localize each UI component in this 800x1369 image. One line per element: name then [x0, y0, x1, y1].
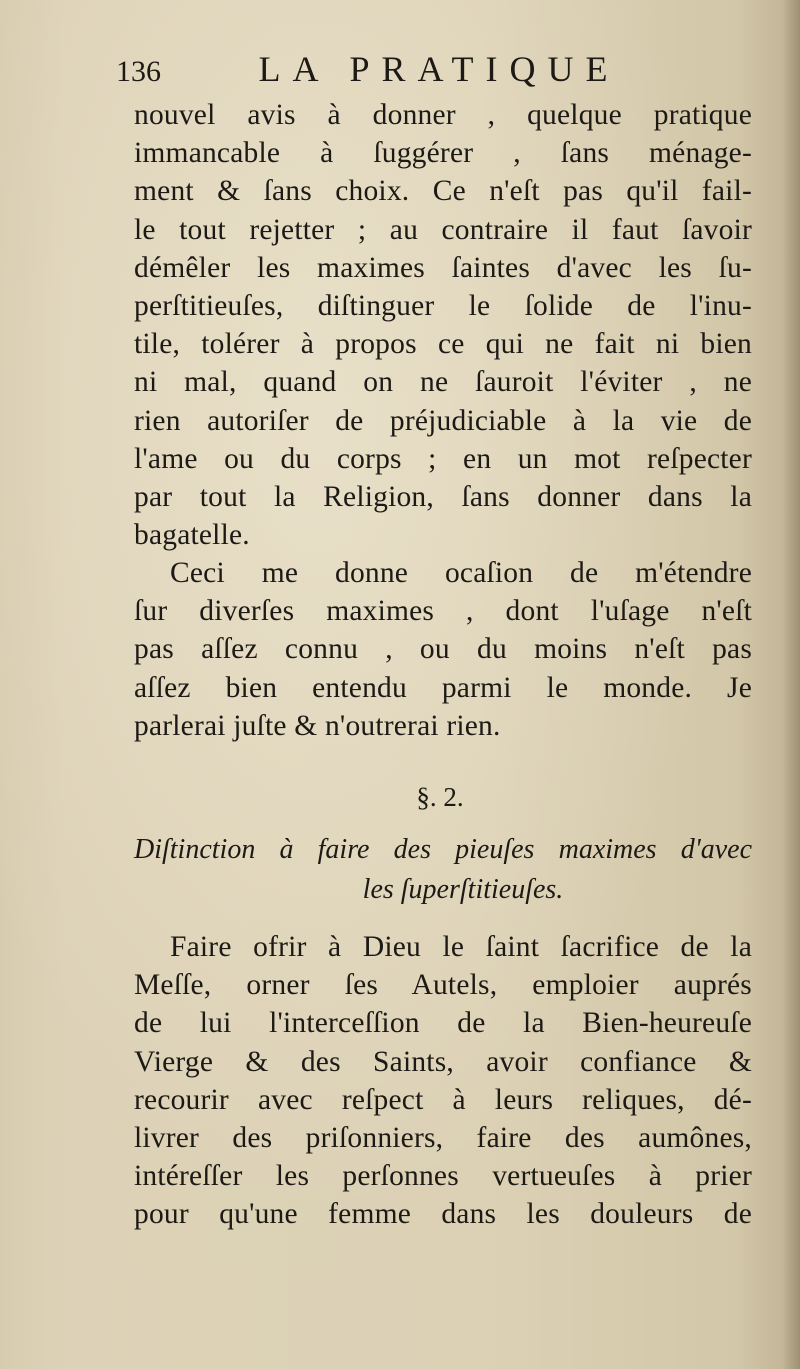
section-title — [134, 830, 752, 910]
text-line: pour qu'une femme dans les douleurs de — [134, 1198, 752, 1231]
text-line: ſur diverſes maximes , dont l'uſage n'eſt — [134, 595, 752, 628]
text-line: perſtitieuſes, diſtinguer le ſolide de l'inu- — [134, 290, 752, 323]
text-line: nouvel avis à donner , quelque pratique — [134, 99, 752, 131]
text-line: parlerai juſte & n'outrerai rien. — [134, 709, 501, 742]
paragraph-3 — [134, 928, 752, 1234]
running-head — [116, 48, 736, 96]
paragraph-2 — [134, 554, 752, 745]
text-line: ment & ſans choix. Ce n'eſt pas qu'il fail- — [134, 175, 752, 208]
text-line: de lui l'interceſſion de la Bien-heureuſe — [134, 1007, 752, 1040]
running-head-title: LA PRATIQUE — [258, 49, 620, 89]
text-line: recourir avec reſpect à leurs reliques, dé- — [134, 1083, 752, 1116]
text-line: Faire ofrir à Dieu le ſaint ſacrifice de la — [170, 931, 752, 963]
text-line: bagatelle. — [134, 519, 250, 552]
section-title-line-2: les ſuperſtitieuſes. — [362, 874, 564, 905]
text-line: intéreſſer les perſonnes vertueuſes à prier — [134, 1160, 752, 1193]
text-line: livrer des priſonniers, faire des aumônes, — [134, 1122, 752, 1155]
text-line: le tout rejetter ; au contraire il faut ſavoir — [134, 213, 752, 246]
text-line: pas aſſez connu , ou du moins n'eſt pas — [134, 633, 752, 666]
text-line: Ceci me donne ocaſion de m'étendre — [170, 557, 752, 589]
section-mark: §. 2. — [416, 782, 464, 812]
text-line: immancable à ſuggérer , ſans ménage- — [134, 137, 752, 170]
text-line: par tout la Religion, ſans donner dans la — [134, 481, 752, 514]
paragraph-1 — [134, 96, 752, 554]
section-title-line-1: Diſtinction à faire des pieuſes maximes d'avec — [134, 834, 752, 865]
text-line: démêler les maximes ſaintes d'avec les ſu- — [134, 251, 752, 284]
text-line: rien autoriſer de préjudiciable à la vie de — [134, 404, 752, 437]
text-line: l'ame ou du corps ; en un mot reſpecter — [134, 442, 752, 475]
text-line: Vierge & des Saints, avoir confiance & — [134, 1045, 752, 1078]
text-line: tile, tolérer à propos ce qui ne fait ni bien — [134, 328, 752, 361]
page-number: 136 — [116, 55, 161, 88]
text-line: ni mal, quand on ne ſauroit l'éviter , ne — [134, 366, 752, 399]
text-line: aſſez bien entendu parmi le monde. Je — [134, 671, 752, 704]
page-edge-shadow — [782, 0, 800, 1369]
text-line: Meſſe, orner ſes Autels, emploier auprés — [134, 969, 752, 1002]
